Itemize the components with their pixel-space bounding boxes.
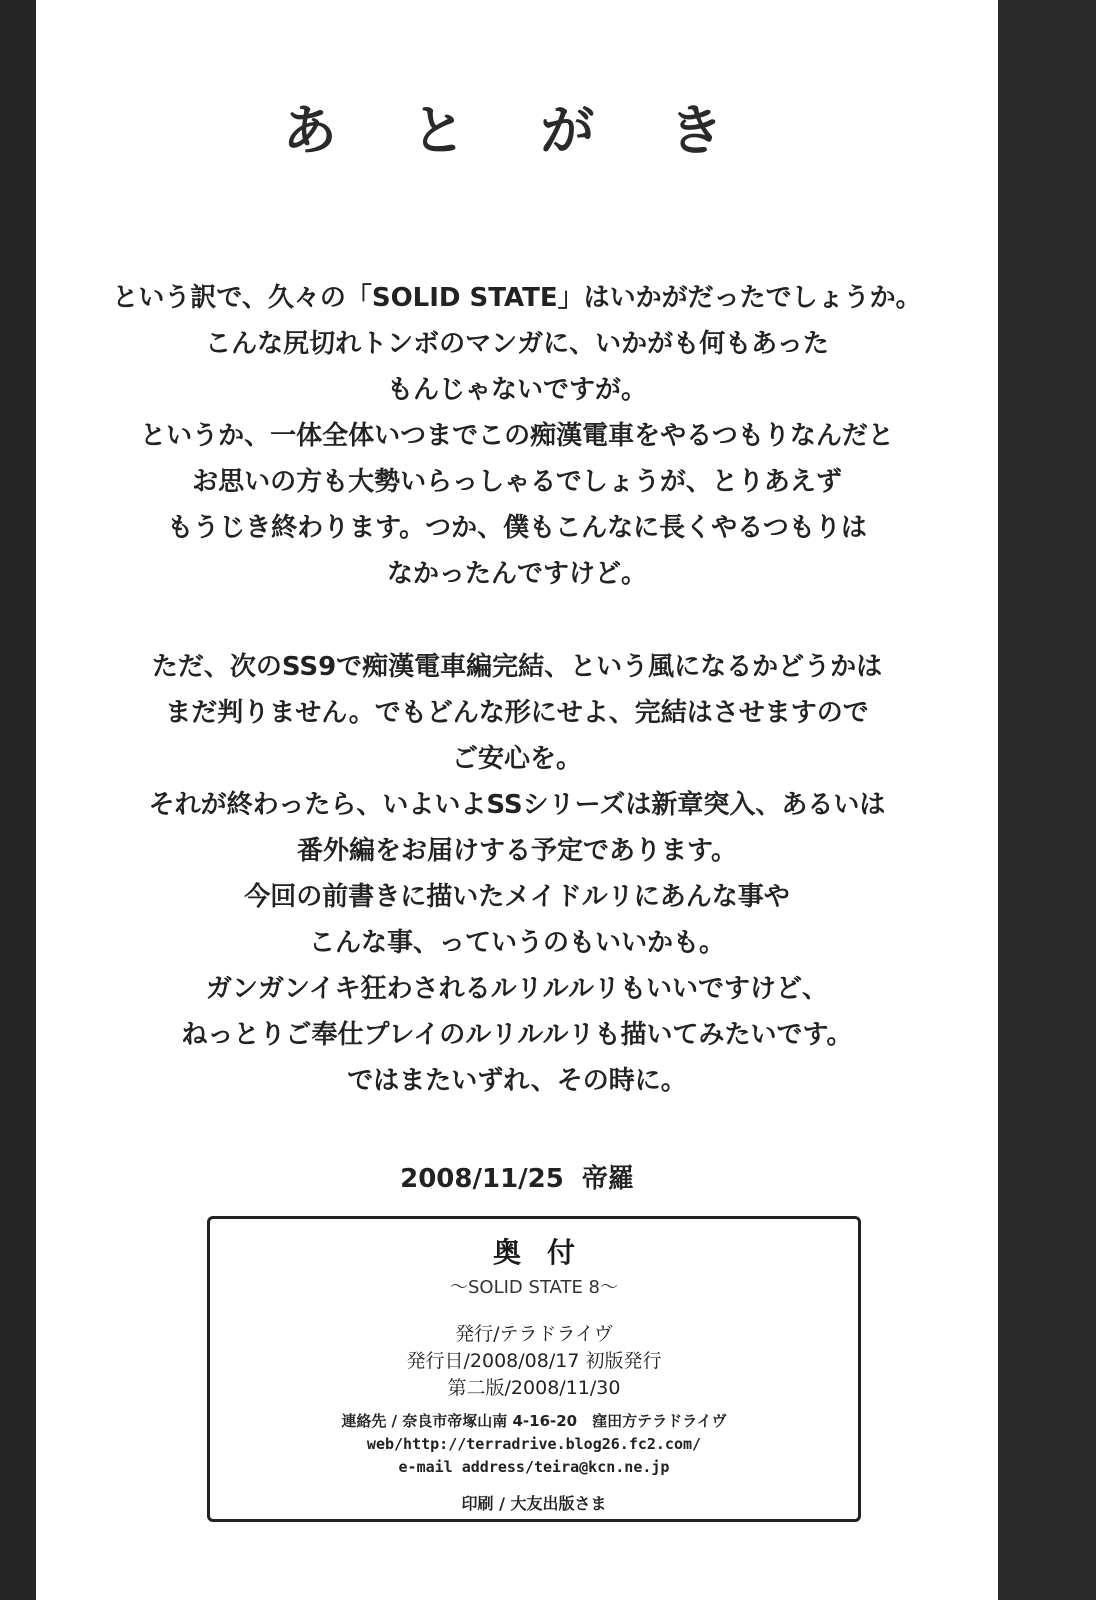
publication-info bbox=[210, 1321, 858, 1402]
text-line: 今回の前書きに描いたメイドルリにあんな事や bbox=[244, 882, 790, 912]
text-line: こんな事、っていうのもいいかも。 bbox=[308, 928, 725, 958]
text-line: というか、一体全体いつまでこの痴漢電車をやるつもりなんだと bbox=[140, 421, 894, 451]
signature-date: 2008/11/25 bbox=[400, 1164, 564, 1194]
issue-date: 発行日/2008/08/17 初版発行 bbox=[406, 1350, 662, 1372]
colophon-box bbox=[207, 1216, 861, 1522]
signature-line bbox=[36, 1158, 998, 1195]
right-scan-border bbox=[998, 0, 1096, 1600]
page-title: あ と が き bbox=[282, 99, 752, 162]
email-address: e-mail address/teira@kcn.ne.jp bbox=[398, 1458, 670, 1476]
text-line: それが終わったら、いよいよSSシリーズは新章突入、あるいは bbox=[148, 790, 886, 820]
contact-info bbox=[210, 1410, 858, 1479]
contact-address: 連絡先 / 奈良市帝塚山南 4-16-20 窪田方テラドライヴ bbox=[341, 1412, 727, 1430]
text-line: という訳で、久々の「SOLID STATE」はいかがだったでしょうか。 bbox=[112, 283, 922, 313]
text-line: もうじき終わります。つか、僕もこんなに長くやるつもりは bbox=[167, 513, 867, 543]
publisher: 発行/テラドライヴ bbox=[455, 1323, 613, 1345]
afterword-paragraph-1 bbox=[36, 275, 998, 597]
website: web/http://terradrive.blog26.fc2.com/ bbox=[366, 1435, 702, 1453]
colophon-subtitle: 〜SOLID STATE 8〜 bbox=[450, 1277, 618, 1298]
text-line: お思いの方も大勢いらっしゃるでしょうが、とりあえず bbox=[192, 467, 842, 497]
text-line: まだ判りません。でもどんな形にせよ、完結はさせますので bbox=[165, 698, 869, 728]
text-line: ではまたいずれ、その時に。 bbox=[347, 1066, 687, 1096]
colophon-title: 奥付 bbox=[492, 1236, 601, 1269]
text-line: ねっとりご奉仕プレイのルリルルリも描いてみたいです。 bbox=[181, 1020, 853, 1050]
text-line: なかったんですけど。 bbox=[386, 559, 647, 589]
second-edition: 第二版/2008/11/30 bbox=[447, 1377, 621, 1399]
text-line: もんじゃないですが。 bbox=[386, 375, 647, 405]
afterword-page bbox=[36, 0, 998, 1600]
text-line: 番外編をお届けする予定であります。 bbox=[297, 836, 737, 866]
text-line: こんな尻切れトンボのマンガに、いかがも何もあった bbox=[205, 329, 829, 359]
text-line: ガンガンイキ狂わされるルリルルリもいいですけど、 bbox=[205, 974, 829, 1004]
left-scan-border bbox=[0, 0, 36, 1600]
signature-author: 帝羅 bbox=[581, 1164, 634, 1194]
printer-credit: 印刷 / 大友出版さま bbox=[461, 1494, 607, 1513]
text-line: ご安心を。 bbox=[451, 744, 582, 774]
afterword-paragraph-2 bbox=[36, 644, 998, 1104]
text-line: ただ、次のSS9で痴漢電車編完結、という風になるかどうかは bbox=[151, 652, 883, 682]
